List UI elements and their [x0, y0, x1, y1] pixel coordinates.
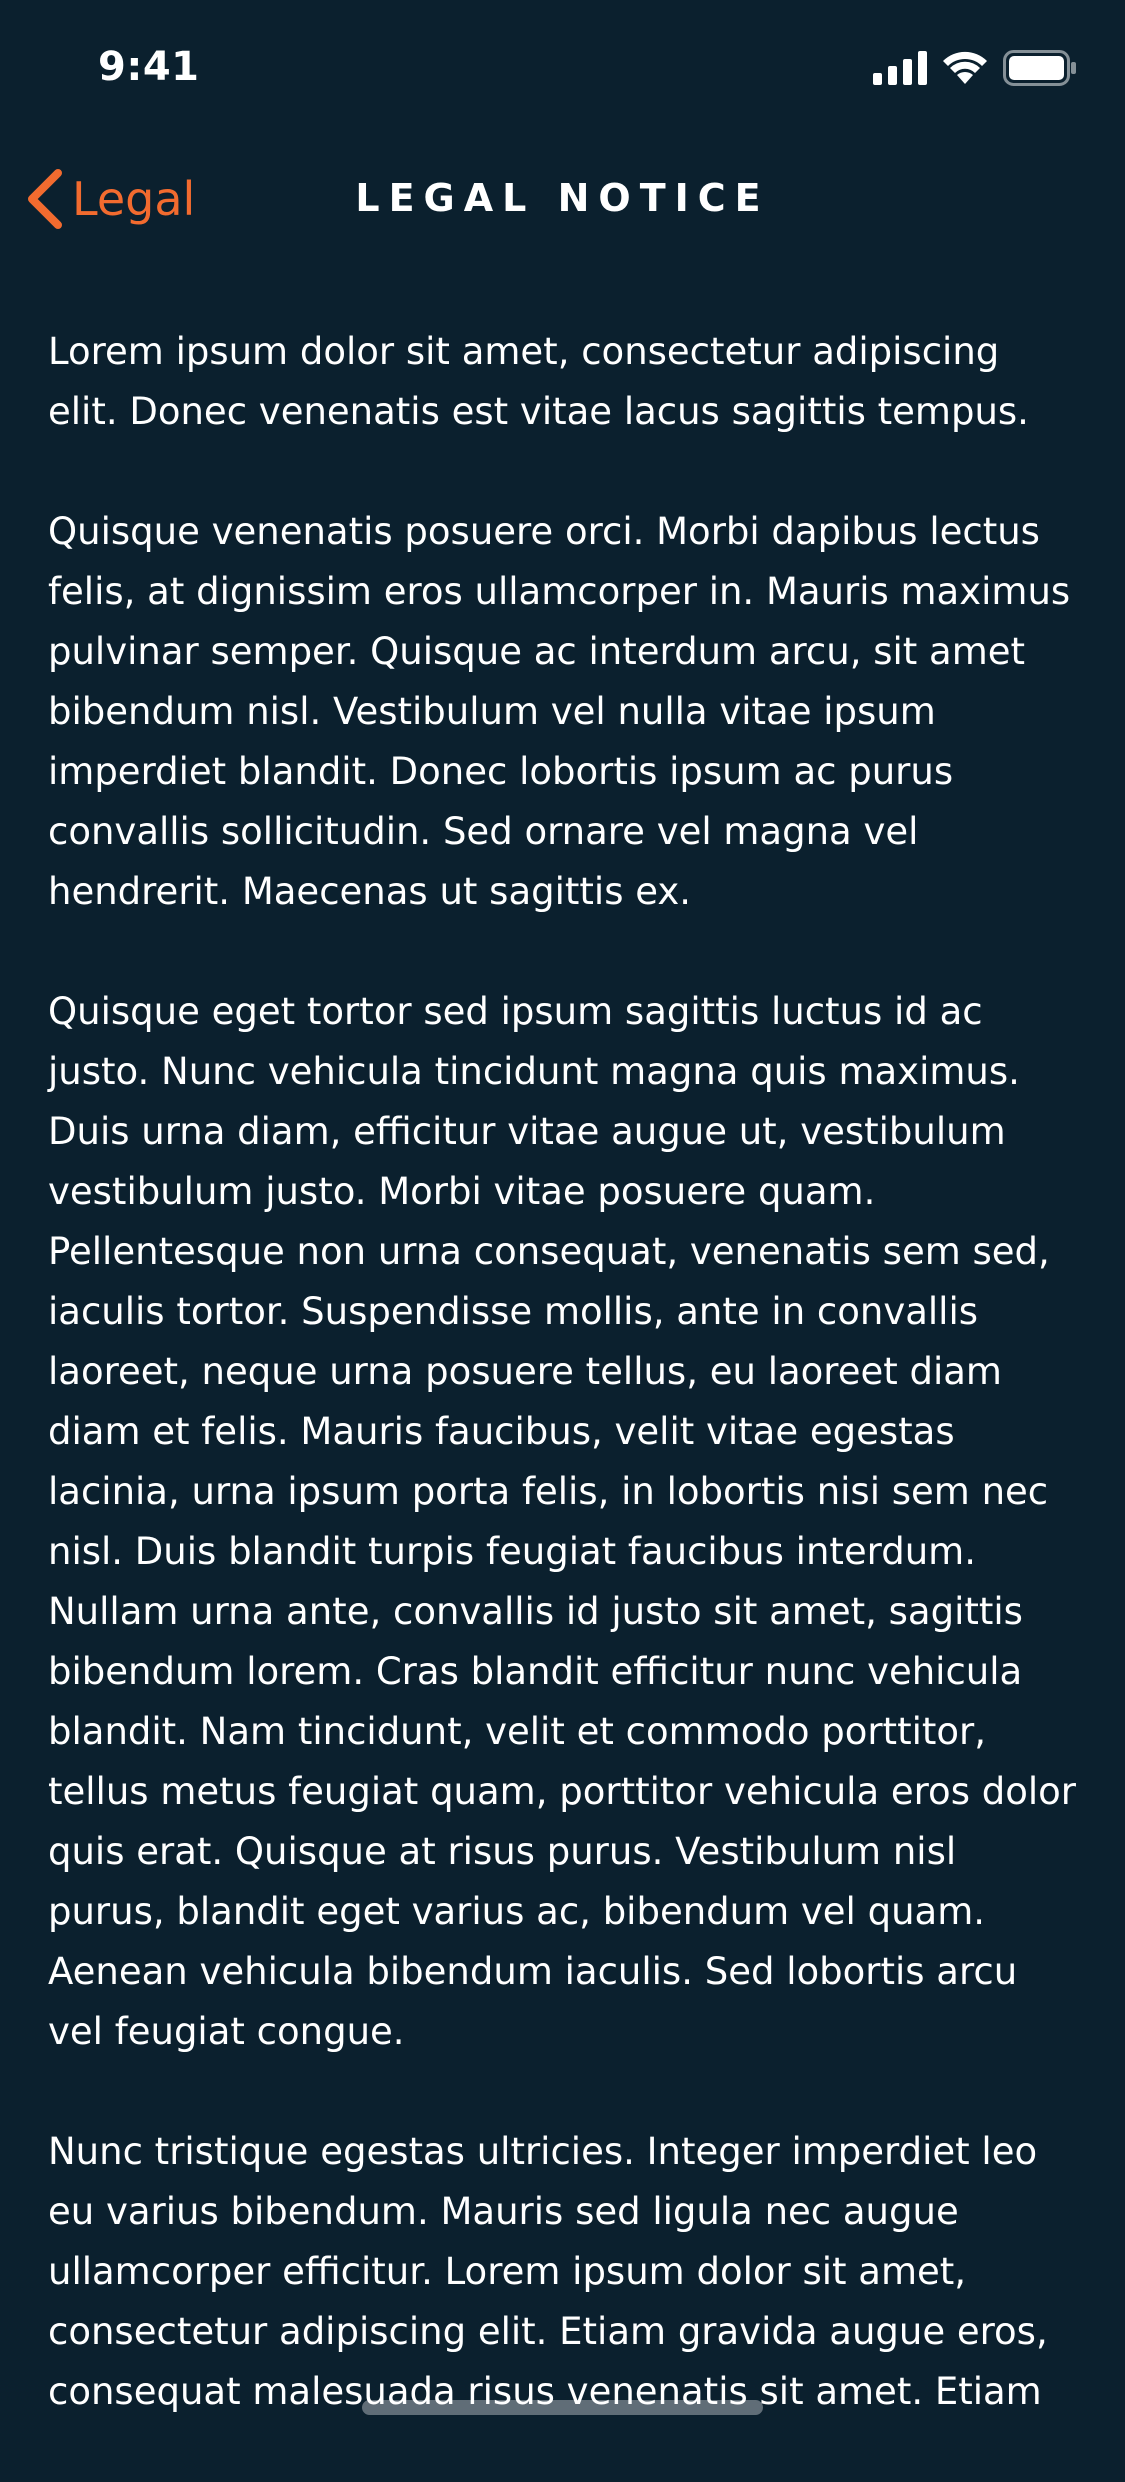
status-bar	[0, 0, 1125, 132]
status-time: 9:41	[98, 44, 200, 90]
paragraph-3: Quisque eget tortor sed ipsum sagittis luctus id ac justo. Nunc vehicula tincidunt magna quis maximus. Duis urna diam, efficitur vitae augue ut, vestibulum vestibulum justo. Morbi vitae posuere quam. Pellentesque non urna consequat, venenatis sem sed, iaculis tortor. Suspendisse mollis, ante in convallis laoreet, neque urna posuere tellus, eu laoreet diam diam et felis. Mauris faucibus, velit vitae egestas lacinia, urna ipsum porta felis, in lobortis nisi sem nec nisl. Duis blandit turpis feugiat faucibus interdum. Nullam urna ante, convallis id justo sit amet, sagittis bibendum lorem. Cras blandit efficitur nunc vehicula blandit. Nam tincidunt, velit et commodo porttitor, tellus metus feugiat quam, porttitor vehicula eros dolor quis erat. Quisque at risus purus. Vestibulum nisl purus, blandit eget varius ac, bibendum vel quam. Aenean vehicula bibendum iaculis. Sed lobortis arcu vel feugiat congue.	[48, 990, 1076, 2053]
signal-icon	[873, 51, 927, 85]
back-label: Legal	[72, 172, 196, 226]
wifi-icon	[941, 50, 989, 86]
page-title: LEGAL NOTICE	[355, 176, 770, 220]
battery-icon	[1003, 50, 1077, 86]
paragraph-4: Nunc tristique egestas ultricies. Integer imperdiet leo eu varius bibendum. Mauris sed ligula nec augue ullamcorper efficitur. Lorem ipsum dolor sit amet, consectetur adipiscing elit. Etiam gravida augue eros, consequat malesuada risus venenatis sit amet. Etiam	[48, 2130, 1048, 2413]
legal-notice-content	[48, 322, 1078, 2482]
paragraph-2: Quisque venenatis posuere orci. Morbi dapibus lectus felis, at dignissim eros ullamcorper in. Mauris maximus pulvinar semper. Quisque ac interdum arcu, sit amet bibendum nisl. Vestibulum vel nulla vitae ipsum imperdiet blandit. Donec lobortis ipsum ac purus convallis sollicitudin. Sed ornare vel magna vel hendrerit. Maecenas ut sagittis ex.	[48, 510, 1071, 913]
status-icons	[873, 50, 1077, 86]
home-indicator[interactable]	[362, 2400, 763, 2415]
paragraph-1: Lorem ipsum dolor sit amet, consectetur adipiscing elit. Donec venenatis est vitae lacus sagittis tempus.	[48, 330, 1029, 433]
navigation-bar	[0, 150, 1125, 250]
